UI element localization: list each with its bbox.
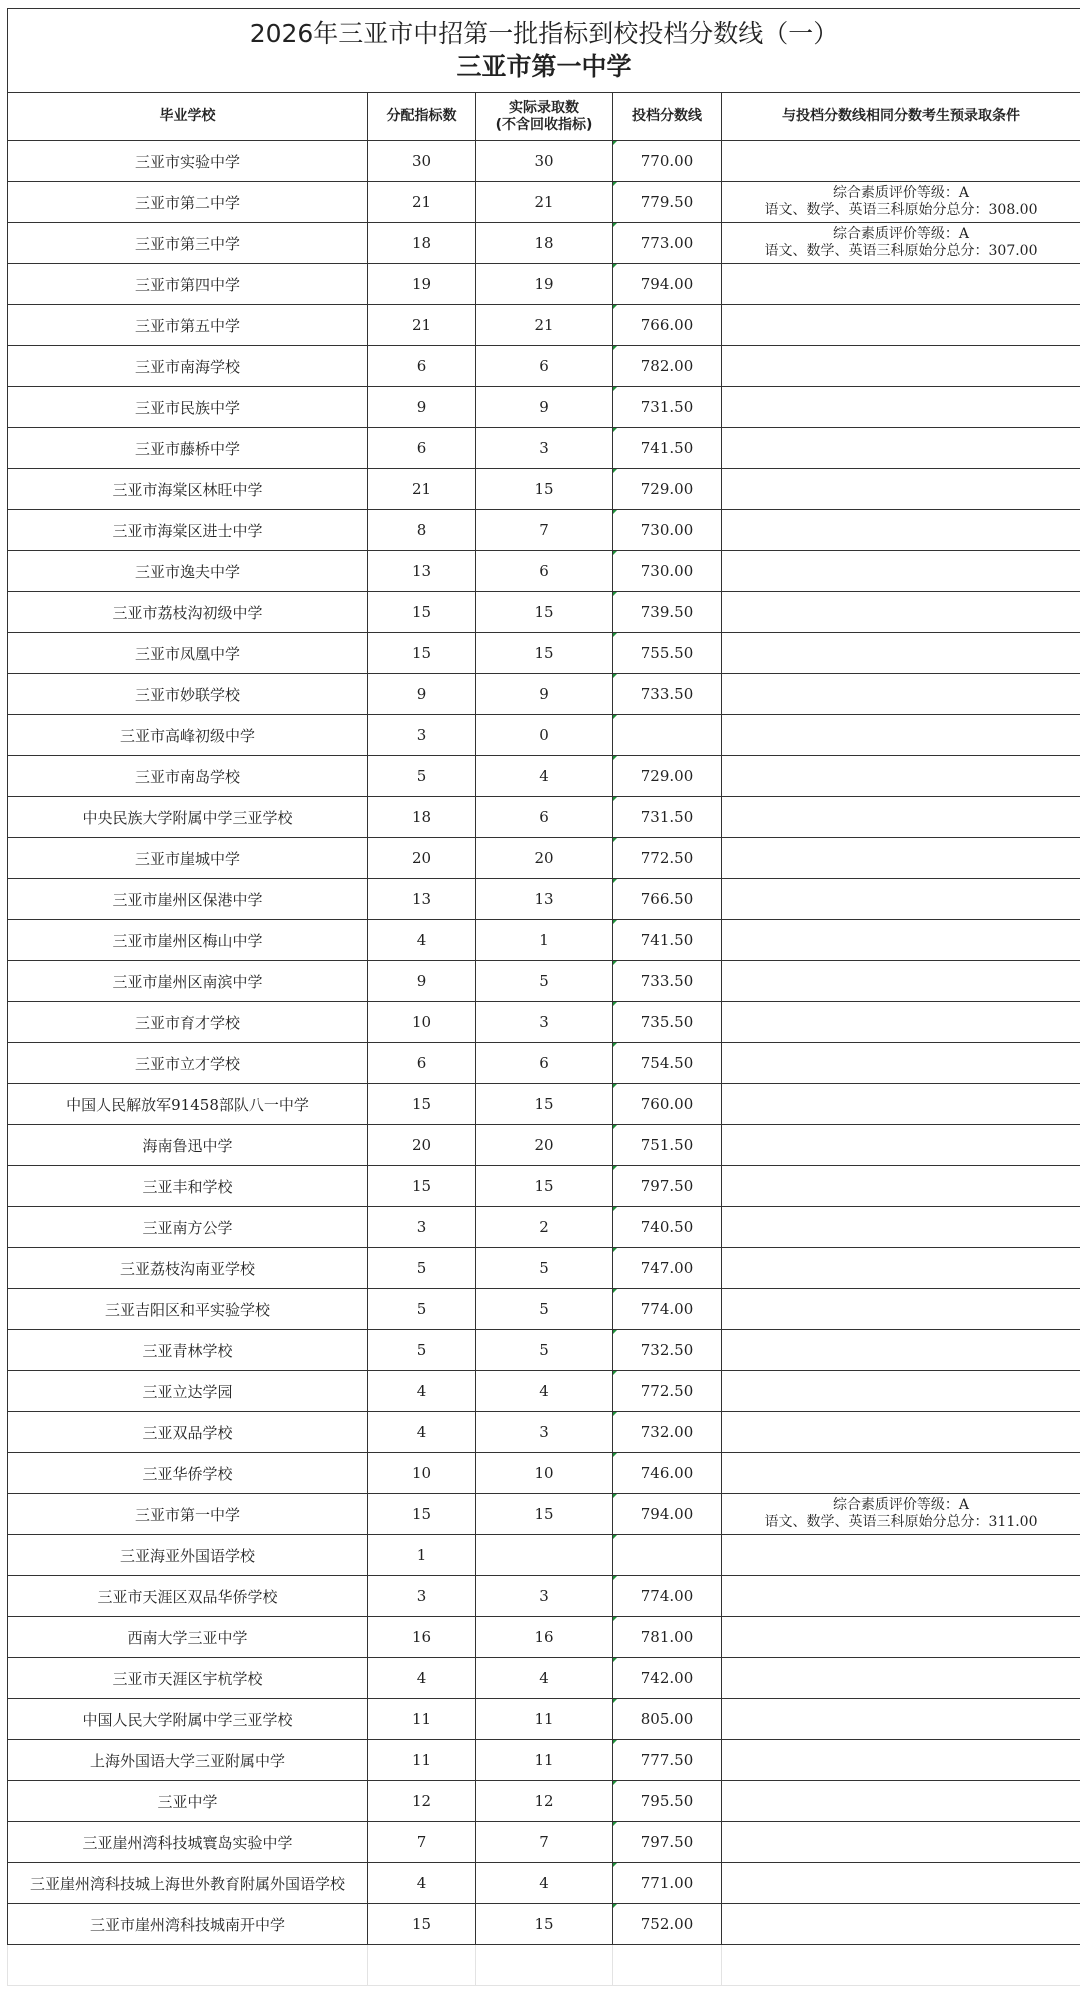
cell-cutoff: 794.00 xyxy=(613,264,722,305)
cell-admitted: 20 xyxy=(476,838,613,879)
cell-condition xyxy=(722,551,1080,592)
table-row xyxy=(8,879,1080,920)
cell-quota: 18 xyxy=(368,223,476,264)
cell-cutoff: 729.00 xyxy=(613,469,722,510)
cell-admitted: 13 xyxy=(476,879,613,920)
cell-quota: 15 xyxy=(368,633,476,674)
cell-condition xyxy=(722,346,1080,387)
cell-condition xyxy=(722,1658,1080,1699)
cell-admitted: 7 xyxy=(476,510,613,551)
cell-admitted: 3 xyxy=(476,1576,613,1617)
cell-admitted: 3 xyxy=(476,1002,613,1043)
cell-quota: 5 xyxy=(368,1248,476,1289)
cell-school: 三亚市崖州区梅山中学 xyxy=(8,920,368,961)
cell-admitted xyxy=(476,1535,613,1576)
cell-quota: 18 xyxy=(368,797,476,838)
cell-quota: 6 xyxy=(368,1043,476,1084)
cell-admitted: 5 xyxy=(476,1248,613,1289)
cell-school: 三亚崖州湾科技城寰岛实验中学 xyxy=(8,1822,368,1863)
cell-condition xyxy=(722,1248,1080,1289)
table-row xyxy=(8,838,1080,879)
cell-admitted: 11 xyxy=(476,1699,613,1740)
cell-admitted: 1 xyxy=(476,920,613,961)
page-title: 2026年三亚市中招第一批指标到校投档分数线（一） xyxy=(249,19,839,48)
cell-school: 西南大学三亚中学 xyxy=(8,1617,368,1658)
cell-cutoff: 794.00 xyxy=(613,1494,722,1535)
table-row xyxy=(8,1781,1080,1822)
table-row xyxy=(8,551,1080,592)
table-row xyxy=(8,1330,1080,1371)
cell-school: 三亚市海棠区进士中学 xyxy=(8,510,368,551)
cell-condition xyxy=(722,1002,1080,1043)
condition-grade: 综合素质评价等级：A xyxy=(832,226,970,243)
cell-quota: 9 xyxy=(368,387,476,428)
cell-admitted: 16 xyxy=(476,1617,613,1658)
cell-school: 上海外国语大学三亚附属中学 xyxy=(8,1740,368,1781)
table-row xyxy=(8,1699,1080,1740)
cell-cutoff: 729.00 xyxy=(613,756,722,797)
cell-admitted: 5 xyxy=(476,961,613,1002)
cell-school: 三亚市育才学校 xyxy=(8,1002,368,1043)
cell-condition xyxy=(722,1125,1080,1166)
cell-condition xyxy=(722,1617,1080,1658)
cell-condition xyxy=(722,1453,1080,1494)
cell-quota: 20 xyxy=(368,1125,476,1166)
cell-condition xyxy=(722,1166,1080,1207)
cell-cutoff: 735.50 xyxy=(613,1002,722,1043)
table-row xyxy=(8,1125,1080,1166)
cell-school: 三亚市民族中学 xyxy=(8,387,368,428)
table-row xyxy=(8,1740,1080,1781)
cell-school: 三亚立达学园 xyxy=(8,1371,368,1412)
cell-quota: 13 xyxy=(368,879,476,920)
cell-quota: 3 xyxy=(368,1576,476,1617)
cell-condition xyxy=(722,469,1080,510)
empty-cell xyxy=(368,1945,476,1986)
cell-condition xyxy=(722,1535,1080,1576)
cell-condition xyxy=(722,1412,1080,1453)
cell-quota: 4 xyxy=(368,1412,476,1453)
cell-admitted: 15 xyxy=(476,1166,613,1207)
cell-cutoff: 781.00 xyxy=(613,1617,722,1658)
cell-school: 三亚市天涯区双品华侨学校 xyxy=(8,1576,368,1617)
cell-school: 三亚市第四中学 xyxy=(8,264,368,305)
cell-cutoff: 779.50 xyxy=(613,182,722,223)
cell-condition xyxy=(722,838,1080,879)
cell-school: 三亚市妙联学校 xyxy=(8,674,368,715)
cell-cutoff: 730.00 xyxy=(613,510,722,551)
table-row xyxy=(8,182,1080,223)
cell-cutoff: 772.50 xyxy=(613,1371,722,1412)
cell-admitted: 21 xyxy=(476,182,613,223)
cell-condition xyxy=(722,428,1080,469)
cell-quota: 1 xyxy=(368,1535,476,1576)
cell-cutoff: 731.50 xyxy=(613,387,722,428)
cell-admitted: 0 xyxy=(476,715,613,756)
cell-admitted: 15 xyxy=(476,592,613,633)
cell-cutoff: 733.50 xyxy=(613,674,722,715)
cell-condition xyxy=(722,1904,1080,1945)
cell-cutoff: 770.00 xyxy=(613,141,722,182)
cell-quota: 10 xyxy=(368,1453,476,1494)
cell-admitted: 20 xyxy=(476,1125,613,1166)
cell-admitted: 30 xyxy=(476,141,613,182)
cell-quota: 11 xyxy=(368,1699,476,1740)
cell-cutoff: 773.00 xyxy=(613,223,722,264)
cell-cutoff: 731.50 xyxy=(613,797,722,838)
cell-quota: 5 xyxy=(368,756,476,797)
cell-admitted: 19 xyxy=(476,264,613,305)
cell-condition xyxy=(722,1781,1080,1822)
cell-school: 三亚海亚外国语学校 xyxy=(8,1535,368,1576)
cell-cutoff: 733.50 xyxy=(613,961,722,1002)
cell-condition xyxy=(722,674,1080,715)
cell-quota: 3 xyxy=(368,1207,476,1248)
cell-condition xyxy=(722,387,1080,428)
cell-quota: 5 xyxy=(368,1330,476,1371)
cell-admitted: 6 xyxy=(476,551,613,592)
table-row xyxy=(8,592,1080,633)
condition-total: 语文、数学、英语三科原始分总分：307.00 xyxy=(764,243,1038,259)
table-row xyxy=(8,1822,1080,1863)
cell-cutoff: 732.50 xyxy=(613,1330,722,1371)
cell-admitted: 4 xyxy=(476,756,613,797)
cell-condition xyxy=(722,182,1080,223)
condition-total: 语文、数学、英语三科原始分总分：308.00 xyxy=(764,202,1038,218)
cell-quota: 6 xyxy=(368,428,476,469)
cell-school: 三亚市荔枝沟初级中学 xyxy=(8,592,368,633)
cell-cutoff: 751.50 xyxy=(613,1125,722,1166)
cell-school: 中央民族大学附属中学三亚学校 xyxy=(8,797,368,838)
table-row xyxy=(8,1863,1080,1904)
table-row xyxy=(8,1289,1080,1330)
cell-quota: 8 xyxy=(368,510,476,551)
cell-condition xyxy=(722,756,1080,797)
cell-quota: 4 xyxy=(368,1863,476,1904)
cell-admitted: 4 xyxy=(476,1863,613,1904)
cell-admitted: 10 xyxy=(476,1453,613,1494)
cell-quota: 9 xyxy=(368,674,476,715)
cell-condition xyxy=(722,715,1080,756)
condition-grade: 综合素质评价等级：A xyxy=(832,185,970,202)
table-row xyxy=(8,223,1080,264)
cell-cutoff: 760.00 xyxy=(613,1084,722,1125)
header-admitted xyxy=(476,93,613,141)
cell-condition xyxy=(722,1084,1080,1125)
table-row xyxy=(8,264,1080,305)
cell-condition xyxy=(722,879,1080,920)
cell-admitted: 15 xyxy=(476,1084,613,1125)
cell-cutoff xyxy=(613,1535,722,1576)
cell-school: 三亚崖州湾科技城上海世外教育附属外国语学校 xyxy=(8,1863,368,1904)
cell-school: 三亚市第五中学 xyxy=(8,305,368,346)
cell-admitted: 6 xyxy=(476,797,613,838)
cell-admitted: 11 xyxy=(476,1740,613,1781)
empty-row xyxy=(8,1945,1080,1986)
cell-cutoff: 772.50 xyxy=(613,838,722,879)
cell-admitted: 6 xyxy=(476,346,613,387)
table-row xyxy=(8,428,1080,469)
cell-cutoff: 747.00 xyxy=(613,1248,722,1289)
cell-quota: 5 xyxy=(368,1289,476,1330)
cell-school: 三亚市第三中学 xyxy=(8,223,368,264)
table-row xyxy=(8,674,1080,715)
cell-cutoff: 741.50 xyxy=(613,920,722,961)
cell-condition xyxy=(722,1330,1080,1371)
table-row xyxy=(8,797,1080,838)
header-quota: 分配指标数 xyxy=(368,93,476,141)
cell-cutoff xyxy=(613,715,722,756)
cell-cutoff: 755.50 xyxy=(613,633,722,674)
cell-school: 三亚丰和学校 xyxy=(8,1166,368,1207)
cell-school: 三亚荔枝沟南亚学校 xyxy=(8,1248,368,1289)
table-row xyxy=(8,633,1080,674)
cell-admitted: 3 xyxy=(476,1412,613,1453)
cell-quota: 30 xyxy=(368,141,476,182)
cell-cutoff: 795.50 xyxy=(613,1781,722,1822)
cell-cutoff: 771.00 xyxy=(613,1863,722,1904)
cell-school: 三亚市立才学校 xyxy=(8,1043,368,1084)
cell-cutoff: 774.00 xyxy=(613,1576,722,1617)
cell-quota: 21 xyxy=(368,305,476,346)
table-row xyxy=(8,1576,1080,1617)
cell-quota: 12 xyxy=(368,1781,476,1822)
cell-quota: 15 xyxy=(368,1494,476,1535)
table-row xyxy=(8,1248,1080,1289)
cell-quota: 21 xyxy=(368,469,476,510)
cell-school: 三亚华侨学校 xyxy=(8,1453,368,1494)
header-condition: 与投档分数线相同分数考生预录取条件 xyxy=(722,93,1080,141)
table-row xyxy=(8,1084,1080,1125)
cell-admitted: 3 xyxy=(476,428,613,469)
cell-admitted: 15 xyxy=(476,469,613,510)
cell-cutoff: 797.50 xyxy=(613,1822,722,1863)
cell-cutoff: 782.00 xyxy=(613,346,722,387)
cell-condition xyxy=(722,264,1080,305)
table-row xyxy=(8,387,1080,428)
table-row xyxy=(8,920,1080,961)
cell-cutoff: 774.00 xyxy=(613,1289,722,1330)
cell-cutoff: 732.00 xyxy=(613,1412,722,1453)
table-row xyxy=(8,141,1080,182)
cell-condition xyxy=(722,1822,1080,1863)
cell-school: 中国人民解放军91458部队八一中学 xyxy=(8,1084,368,1125)
table-row xyxy=(8,1904,1080,1945)
cell-admitted: 2 xyxy=(476,1207,613,1248)
header-admitted-line1: 实际录取数 xyxy=(509,99,579,116)
cell-school: 三亚双品学校 xyxy=(8,1412,368,1453)
cell-condition xyxy=(722,1699,1080,1740)
cell-quota: 6 xyxy=(368,346,476,387)
table-row xyxy=(8,305,1080,346)
table-row xyxy=(8,1535,1080,1576)
cell-condition xyxy=(722,633,1080,674)
cell-cutoff: 742.00 xyxy=(613,1658,722,1699)
title-cell xyxy=(8,9,1080,93)
cell-admitted: 9 xyxy=(476,674,613,715)
table-row xyxy=(8,715,1080,756)
cell-quota: 20 xyxy=(368,838,476,879)
cell-admitted: 7 xyxy=(476,1822,613,1863)
cell-school: 三亚吉阳区和平实验学校 xyxy=(8,1289,368,1330)
cell-cutoff: 777.50 xyxy=(613,1740,722,1781)
page-subtitle: 三亚市第一中学 xyxy=(456,51,632,81)
cell-quota: 19 xyxy=(368,264,476,305)
cell-admitted: 18 xyxy=(476,223,613,264)
cell-school: 三亚市海棠区林旺中学 xyxy=(8,469,368,510)
cell-school: 三亚市第一中学 xyxy=(8,1494,368,1535)
cell-condition xyxy=(722,1289,1080,1330)
cell-cutoff: 739.50 xyxy=(613,592,722,633)
cell-school: 中国人民大学附属中学三亚学校 xyxy=(8,1699,368,1740)
header-school: 毕业学校 xyxy=(8,93,368,141)
cell-admitted: 5 xyxy=(476,1289,613,1330)
cell-quota: 4 xyxy=(368,1371,476,1412)
cell-quota: 15 xyxy=(368,1904,476,1945)
cell-school: 三亚市逸夫中学 xyxy=(8,551,368,592)
empty-cell xyxy=(613,1945,722,1986)
cell-admitted: 15 xyxy=(476,633,613,674)
cell-school: 三亚市崖州湾科技城南开中学 xyxy=(8,1904,368,1945)
cell-condition xyxy=(722,1043,1080,1084)
cell-school: 三亚中学 xyxy=(8,1781,368,1822)
cell-quota: 16 xyxy=(368,1617,476,1658)
table-row xyxy=(8,1207,1080,1248)
cell-school: 三亚市天涯区宇杭学校 xyxy=(8,1658,368,1699)
cell-condition xyxy=(722,305,1080,346)
cell-school: 三亚市南海学校 xyxy=(8,346,368,387)
cell-quota: 15 xyxy=(368,1166,476,1207)
cell-school: 三亚市崖州区保港中学 xyxy=(8,879,368,920)
table-row xyxy=(8,469,1080,510)
table-row xyxy=(8,1494,1080,1535)
cell-cutoff: 741.50 xyxy=(613,428,722,469)
cell-cutoff: 752.00 xyxy=(613,1904,722,1945)
cell-school: 三亚市崖州区南滨中学 xyxy=(8,961,368,1002)
cell-condition xyxy=(722,141,1080,182)
cell-quota: 9 xyxy=(368,961,476,1002)
cell-quota: 21 xyxy=(368,182,476,223)
cell-quota: 10 xyxy=(368,1002,476,1043)
table-row xyxy=(8,346,1080,387)
table-row xyxy=(8,1043,1080,1084)
cell-school: 三亚市崖城中学 xyxy=(8,838,368,879)
cell-admitted: 12 xyxy=(476,1781,613,1822)
cell-admitted: 15 xyxy=(476,1904,613,1945)
cell-quota: 13 xyxy=(368,551,476,592)
cell-admitted: 15 xyxy=(476,1494,613,1535)
cell-condition xyxy=(722,510,1080,551)
empty-cell xyxy=(476,1945,613,1986)
table-row xyxy=(8,1617,1080,1658)
cell-condition xyxy=(722,920,1080,961)
score-sheet xyxy=(7,8,1080,1986)
cell-condition xyxy=(722,1494,1080,1535)
table-row xyxy=(8,1453,1080,1494)
cell-school: 三亚市凤凰中学 xyxy=(8,633,368,674)
table-row xyxy=(8,510,1080,551)
cell-quota: 3 xyxy=(368,715,476,756)
cell-cutoff: 766.00 xyxy=(613,305,722,346)
cutoff-table xyxy=(7,8,1080,1986)
table-row xyxy=(8,1371,1080,1412)
table-row xyxy=(8,1412,1080,1453)
cell-cutoff: 805.00 xyxy=(613,1699,722,1740)
cell-cutoff: 766.50 xyxy=(613,879,722,920)
cell-condition xyxy=(722,961,1080,1002)
cell-school: 三亚南方公学 xyxy=(8,1207,368,1248)
cell-cutoff: 740.50 xyxy=(613,1207,722,1248)
cell-quota: 4 xyxy=(368,920,476,961)
cell-condition xyxy=(722,592,1080,633)
cell-school: 三亚市第二中学 xyxy=(8,182,368,223)
cell-cutoff: 730.00 xyxy=(613,551,722,592)
cell-condition xyxy=(722,1371,1080,1412)
cell-quota: 11 xyxy=(368,1740,476,1781)
cell-admitted: 4 xyxy=(476,1658,613,1699)
cell-school: 三亚青林学校 xyxy=(8,1330,368,1371)
cell-admitted: 9 xyxy=(476,387,613,428)
cell-cutoff: 797.50 xyxy=(613,1166,722,1207)
header-cutoff: 投档分数线 xyxy=(613,93,722,141)
cell-condition xyxy=(722,223,1080,264)
cell-quota: 7 xyxy=(368,1822,476,1863)
table-row xyxy=(8,1166,1080,1207)
condition-total: 语文、数学、英语三科原始分总分：311.00 xyxy=(764,1514,1038,1530)
table-row xyxy=(8,756,1080,797)
cell-condition xyxy=(722,1576,1080,1617)
cell-quota: 15 xyxy=(368,592,476,633)
table-row xyxy=(8,1002,1080,1043)
cell-school: 三亚市藤桥中学 xyxy=(8,428,368,469)
table-row xyxy=(8,1658,1080,1699)
empty-cell xyxy=(8,1945,368,1986)
cell-admitted: 5 xyxy=(476,1330,613,1371)
empty-cell xyxy=(722,1945,1080,1986)
cell-quota: 4 xyxy=(368,1658,476,1699)
cell-condition xyxy=(722,797,1080,838)
header-admitted-line2: (不含回收指标) xyxy=(495,116,593,133)
cell-school: 三亚市高峰初级中学 xyxy=(8,715,368,756)
cell-admitted: 4 xyxy=(476,1371,613,1412)
condition-grade: 综合素质评价等级：A xyxy=(832,1497,970,1514)
title-row xyxy=(8,9,1080,93)
cell-condition xyxy=(722,1740,1080,1781)
cell-cutoff: 754.50 xyxy=(613,1043,722,1084)
cell-quota: 15 xyxy=(368,1084,476,1125)
header-row xyxy=(8,93,1080,141)
cell-school: 三亚市实验中学 xyxy=(8,141,368,182)
cell-condition xyxy=(722,1207,1080,1248)
table-row xyxy=(8,961,1080,1002)
cell-condition xyxy=(722,1863,1080,1904)
cell-school: 海南鲁迅中学 xyxy=(8,1125,368,1166)
cell-cutoff: 746.00 xyxy=(613,1453,722,1494)
cell-admitted: 6 xyxy=(476,1043,613,1084)
cell-school: 三亚市南岛学校 xyxy=(8,756,368,797)
cell-admitted: 21 xyxy=(476,305,613,346)
